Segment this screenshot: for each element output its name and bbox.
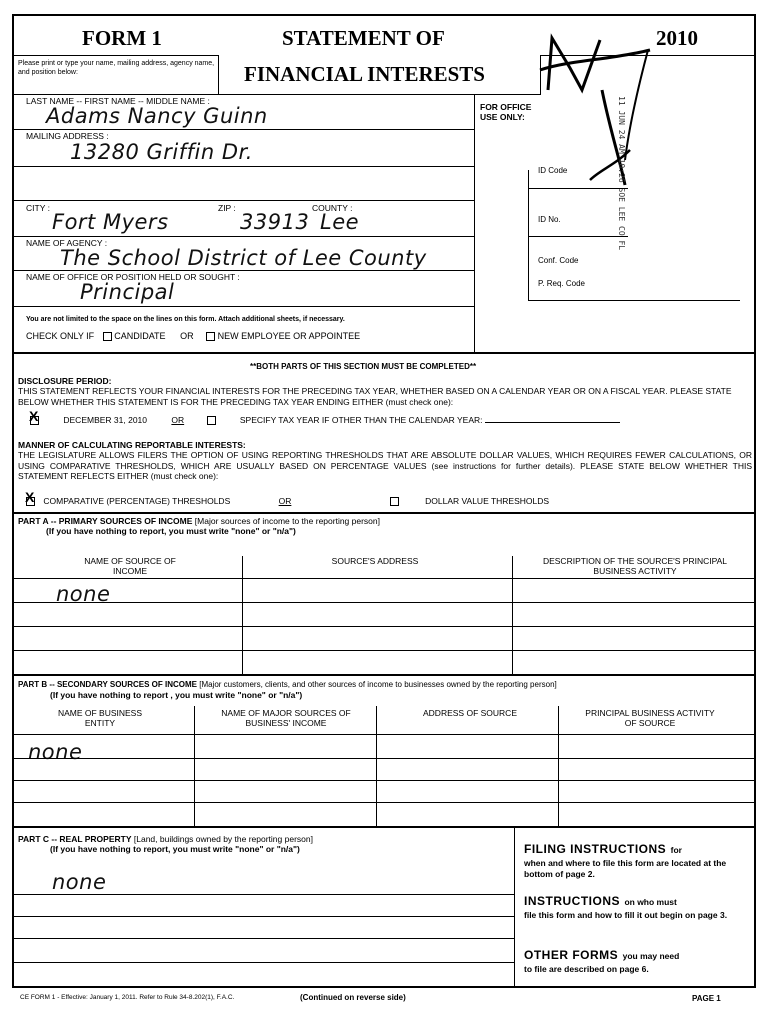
dollar-label: DOLLAR VALUE THRESHOLDS: [425, 496, 550, 506]
part-a-heading: [18, 516, 380, 527]
dollar-checkbox[interactable]: [390, 497, 399, 506]
part-a-col3: DESCRIPTION OF THE SOURCE'S PRINCIPAL BUSINESS ACTIVITY: [542, 556, 728, 576]
part-a-title: PART A -- PRIMARY SOURCES OF INCOME: [18, 516, 193, 526]
county-label: COUNTY :: [312, 203, 353, 213]
name-value[interactable]: Adams Nancy Guinn: [46, 104, 268, 128]
part-a-entry[interactable]: none: [56, 582, 111, 606]
part-c-subtitle: [Land, buildings owned by the reporting person]: [133, 834, 313, 844]
or-label: OR: [180, 331, 194, 341]
part-b-nothing: (If you have nothing to report , you must write "none" or "n/a"): [50, 690, 303, 700]
part-a-col2: SOURCE'S ADDRESS: [331, 556, 419, 566]
address-value[interactable]: 13280 Griffin Dr.: [70, 140, 253, 164]
part-b-title: PART B -- SECONDARY SOURCES OF INCOME: [18, 680, 197, 689]
agency-value[interactable]: The School District of Lee County: [60, 246, 427, 270]
year: 2010: [656, 26, 698, 50]
part-c-heading: [18, 834, 313, 845]
office-value[interactable]: Principal: [80, 280, 175, 304]
manner-title: MANNER OF CALCULATING REPORTABLE INTERESTS:: [18, 440, 246, 450]
part-b-entry[interactable]: none: [28, 740, 83, 764]
filing-tail: for: [670, 845, 682, 855]
manner-options: [25, 489, 550, 507]
specify-label: SPECIFY TAX YEAR IF OTHER THAN THE CALENDAR YEAR:: [239, 415, 483, 425]
city-label: CITY :: [26, 203, 50, 213]
part-c-title: PART C -- REAL PROPERTY: [18, 834, 132, 844]
office-use-label: FOR OFFICE USE ONLY:: [480, 102, 532, 122]
footer-left: CE FORM 1 - Effective: January 1, 2011. Refer to Rule 34-8.202(1), F.A.C.: [20, 994, 235, 1001]
form-label: FORM 1: [82, 26, 162, 50]
name-label: LAST NAME -- FIRST NAME -- MIDDLE NAME :: [26, 96, 210, 106]
instr-head: INSTRUCTIONS: [524, 894, 620, 908]
part-b-heading: [18, 680, 557, 691]
specify-line[interactable]: [485, 422, 620, 423]
candidate-checkbox[interactable]: [103, 332, 112, 341]
part-b-col3: ADDRESS OF SOURCE: [423, 708, 517, 718]
filing-head: FILING INSTRUCTIONS: [524, 842, 667, 856]
part-a-col1: NAME OF SOURCE OF INCOME: [84, 556, 176, 576]
period-options: [29, 408, 620, 426]
zip-value[interactable]: 33913: [240, 210, 310, 234]
agency-label: NAME OF AGENCY :: [26, 238, 108, 248]
new-employee-checkbox[interactable]: [206, 332, 215, 341]
other-head: OTHER FORMS: [524, 948, 619, 962]
footer-center: (Continued on reverse side): [300, 993, 406, 1002]
print-instruction: Please print or type your name, mailing address, agency name, and position below:: [18, 60, 215, 76]
part-a-nothing: (If you have nothing to report, you must write "none" or "n/a"): [46, 526, 296, 536]
county-value[interactable]: Lee: [320, 210, 360, 234]
part-c-nothing: (If you have nothing to report, you must write "none" or "n/a"): [50, 844, 300, 854]
check-row: [26, 331, 360, 341]
instr-tail: on who must: [624, 897, 677, 907]
conf-code-label: Conf. Code: [538, 256, 579, 265]
dec31-label: DECEMBER 31, 2010: [63, 415, 147, 425]
or-label-2: OR: [278, 496, 292, 506]
id-code-label: ID Code: [538, 166, 568, 175]
not-limited-note: You are not limited to the space on the lines on this form. Attach additional sheets, if necessary.: [26, 316, 345, 323]
other-forms-block: [524, 946, 750, 975]
part-a-subtitle: [Major sources of income to the reporting person]: [194, 516, 380, 526]
dec31-checkbox[interactable]: X: [29, 408, 39, 425]
part-b-subtitle: [Major customers, clients, and other sources of income to businesses owned by the reporting person]: [199, 680, 557, 689]
address-label: MAILING ADDRESS :: [26, 131, 109, 141]
comparative-label: COMPARATIVE (PERCENTAGE) THRESHOLDS: [43, 496, 231, 506]
specify-checkbox[interactable]: [207, 416, 216, 425]
zip-label: ZIP :: [218, 203, 236, 213]
part-b-col1: NAME OF BUSINESS ENTITY: [57, 708, 143, 728]
period-text: THIS STATEMENT REFLECTS YOUR FINANCIAL INTERESTS FOR THE PRECEDING TAX YEAR, WHETHER BASED ON A CALENDAR YEAR OR ON A FISCAL YEAR. PLEASE STATE BELOW WHETHER THIS STATEMENT IS FOR THE PRECEDING TAX YEAR ENDING EITHER (must check one):: [18, 386, 732, 407]
comparative-checkbox[interactable]: X: [25, 489, 35, 506]
part-b-col4: PRINCIPAL BUSINESS ACTIVITY OF SOURCE: [585, 708, 715, 728]
check-only-if: CHECK ONLY IF: [26, 331, 95, 341]
manner-text: THE LEGISLATURE ALLOWS FILERS THE OPTION OF USING REPORTING THRESHOLDS THAT ARE ABSOLUTE DOLLAR VALUES, WHICH REQUIRES FEWER CALCULATIONS, OR USING COMPARATIVE THRESHOLDS, WHICH ARE USUALLY BASED ON PERCENTAGE VALUES (see instructions for further details). PLEASE STATE BELOW WHETHER THIS STATEMENT REFLECTS EITHER (must check one):: [18, 450, 752, 481]
part-c-entry[interactable]: none: [52, 870, 107, 894]
office-label: NAME OF OFFICE OR POSITION HELD OR SOUGHT :: [26, 272, 240, 282]
instr-body: file this form and how to fill it out begin on page 3.: [524, 910, 728, 920]
instructions-block: [524, 892, 750, 921]
p-req-code-label: P. Req. Code: [538, 279, 585, 288]
title-line1: STATEMENT OF: [282, 26, 445, 50]
or-label-1: OR: [171, 415, 185, 425]
city-value[interactable]: Fort Myers: [52, 210, 169, 234]
part-b-col2: NAME OF MAJOR SOURCES OF BUSINESS' INCOME: [221, 708, 351, 728]
new-employee-label: NEW EMPLOYEE OR APPOINTEE: [217, 331, 361, 341]
candidate-label: CANDIDATE: [114, 331, 166, 341]
period-title: DISCLOSURE PERIOD:: [18, 376, 112, 386]
other-tail: you may need: [622, 951, 680, 961]
title-line2: FINANCIAL INTERESTS: [244, 62, 485, 86]
footer-right: PAGE 1: [692, 994, 721, 1003]
id-no-label: ID No.: [538, 215, 561, 224]
other-body: to file are described on page 6.: [524, 964, 649, 974]
filing-body: when and where to file this form are located at the bottom of page 2.: [524, 858, 727, 879]
both-parts-note: **BOTH PARTS OF THIS SECTION MUST BE COMPLETED**: [250, 362, 477, 371]
date-stamp: 11 JUN 24 AM 10:26 SOE LEE CO FL: [617, 96, 626, 251]
filing-instructions: [524, 840, 750, 879]
